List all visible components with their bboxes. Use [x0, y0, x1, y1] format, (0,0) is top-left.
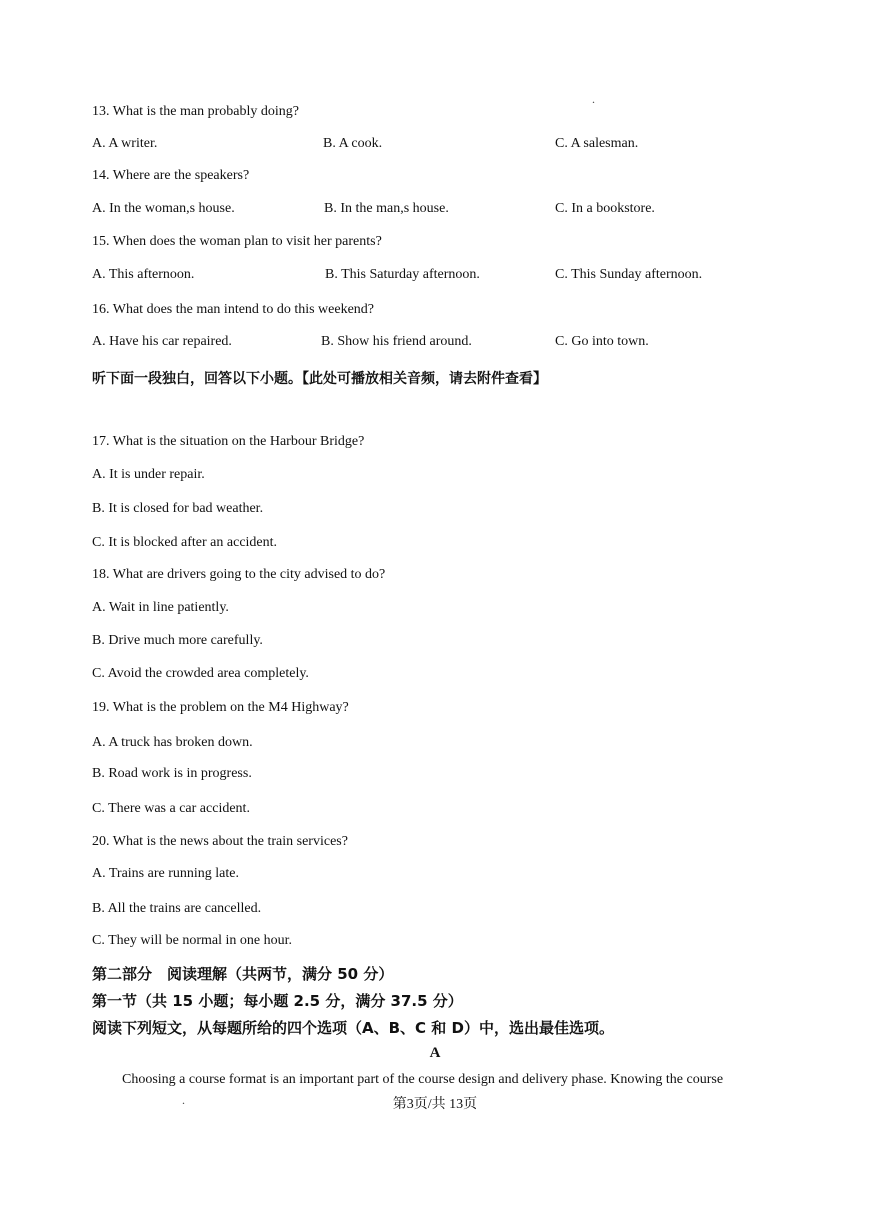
question-16-stem: 16. What does the man intend to do this weekend? — [92, 302, 375, 317]
part2-heading: 第二部分 阅读理解（共两节，满分 50 分） — [92, 965, 394, 983]
passage-label: A — [429, 1045, 441, 1061]
question-14-option-c: C. In a bookstore. — [555, 201, 655, 216]
question-18-option-c: C. Avoid the crowded area completely. — [92, 666, 309, 681]
question-14-option-b: B. In the man,s house. — [324, 201, 449, 216]
question-18-stem: 18. What are drivers going to the city advised to do? — [92, 567, 386, 582]
question-17-option-c: C. It is blocked after an accident. — [92, 535, 278, 550]
question-13-option-b: B. A cook. — [323, 136, 383, 151]
question-15-option-c: C. This Sunday afternoon. — [555, 267, 703, 282]
question-17-option-a: A. It is under repair. — [92, 467, 205, 482]
stray-dot: . — [182, 1093, 185, 1107]
question-14-option-a: A. In the woman,s house. — [92, 201, 235, 216]
passage-first-line: Choosing a course format is an important part of the course design and delivery phase. Knowing the course — [122, 1072, 724, 1087]
question-19-stem: 19. What is the problem on the M4 Highway? — [92, 700, 349, 715]
question-15-stem: 15. When does the woman plan to visit her parents? — [92, 234, 382, 249]
question-15-option-a: A. This afternoon. — [92, 267, 195, 282]
question-18-option-b: B. Drive much more carefully. — [92, 633, 263, 648]
part2-instruction: 阅读下列短文，从每题所给的四个选项（A、B、C 和 D）中，选出最佳选项。 — [92, 1019, 614, 1037]
question-19-option-b: B. Road work is in progress. — [92, 766, 252, 781]
question-18-option-a: A. Wait in line patiently. — [92, 600, 229, 615]
question-13-option-a: A. A writer. — [92, 136, 158, 151]
question-20-option-a: A. Trains are running late. — [92, 866, 239, 881]
question-14-stem: 14. Where are the speakers? — [92, 168, 250, 183]
question-19-option-a: A. A truck has broken down. — [92, 735, 253, 750]
question-17-option-b: B. It is closed for bad weather. — [92, 501, 264, 516]
question-20-option-c: C. They will be normal in one hour. — [92, 933, 292, 948]
question-16-option-c: C. Go into town. — [555, 334, 649, 349]
question-16-option-b: B. Show his friend around. — [321, 334, 472, 349]
monologue-instruction: 听下面一段独白，回答以下小题。【此处可播放相关音频，请去附件查看】 — [92, 371, 547, 387]
part2-section1: 第一节（共 15 小题；每小题 2.5 分，满分 37.5 分） — [92, 992, 463, 1010]
question-20-option-b: B. All the trains are cancelled. — [92, 901, 262, 916]
question-15-option-b: B. This Saturday afternoon. — [325, 267, 480, 282]
question-16-option-a: A. Have his car repaired. — [92, 334, 232, 349]
question-17-stem: 17. What is the situation on the Harbour Bridge? — [92, 434, 365, 449]
stray-dot: . — [592, 92, 595, 106]
question-13-option-c: C. A salesman. — [555, 136, 639, 151]
question-20-stem: 20. What is the news about the train services? — [92, 834, 348, 849]
question-13-stem: 13. What is the man probably doing? — [92, 104, 299, 119]
page-footer: 第3页/共 13页 — [392, 1097, 478, 1112]
question-19-option-c: C. There was a car accident. — [92, 801, 250, 816]
